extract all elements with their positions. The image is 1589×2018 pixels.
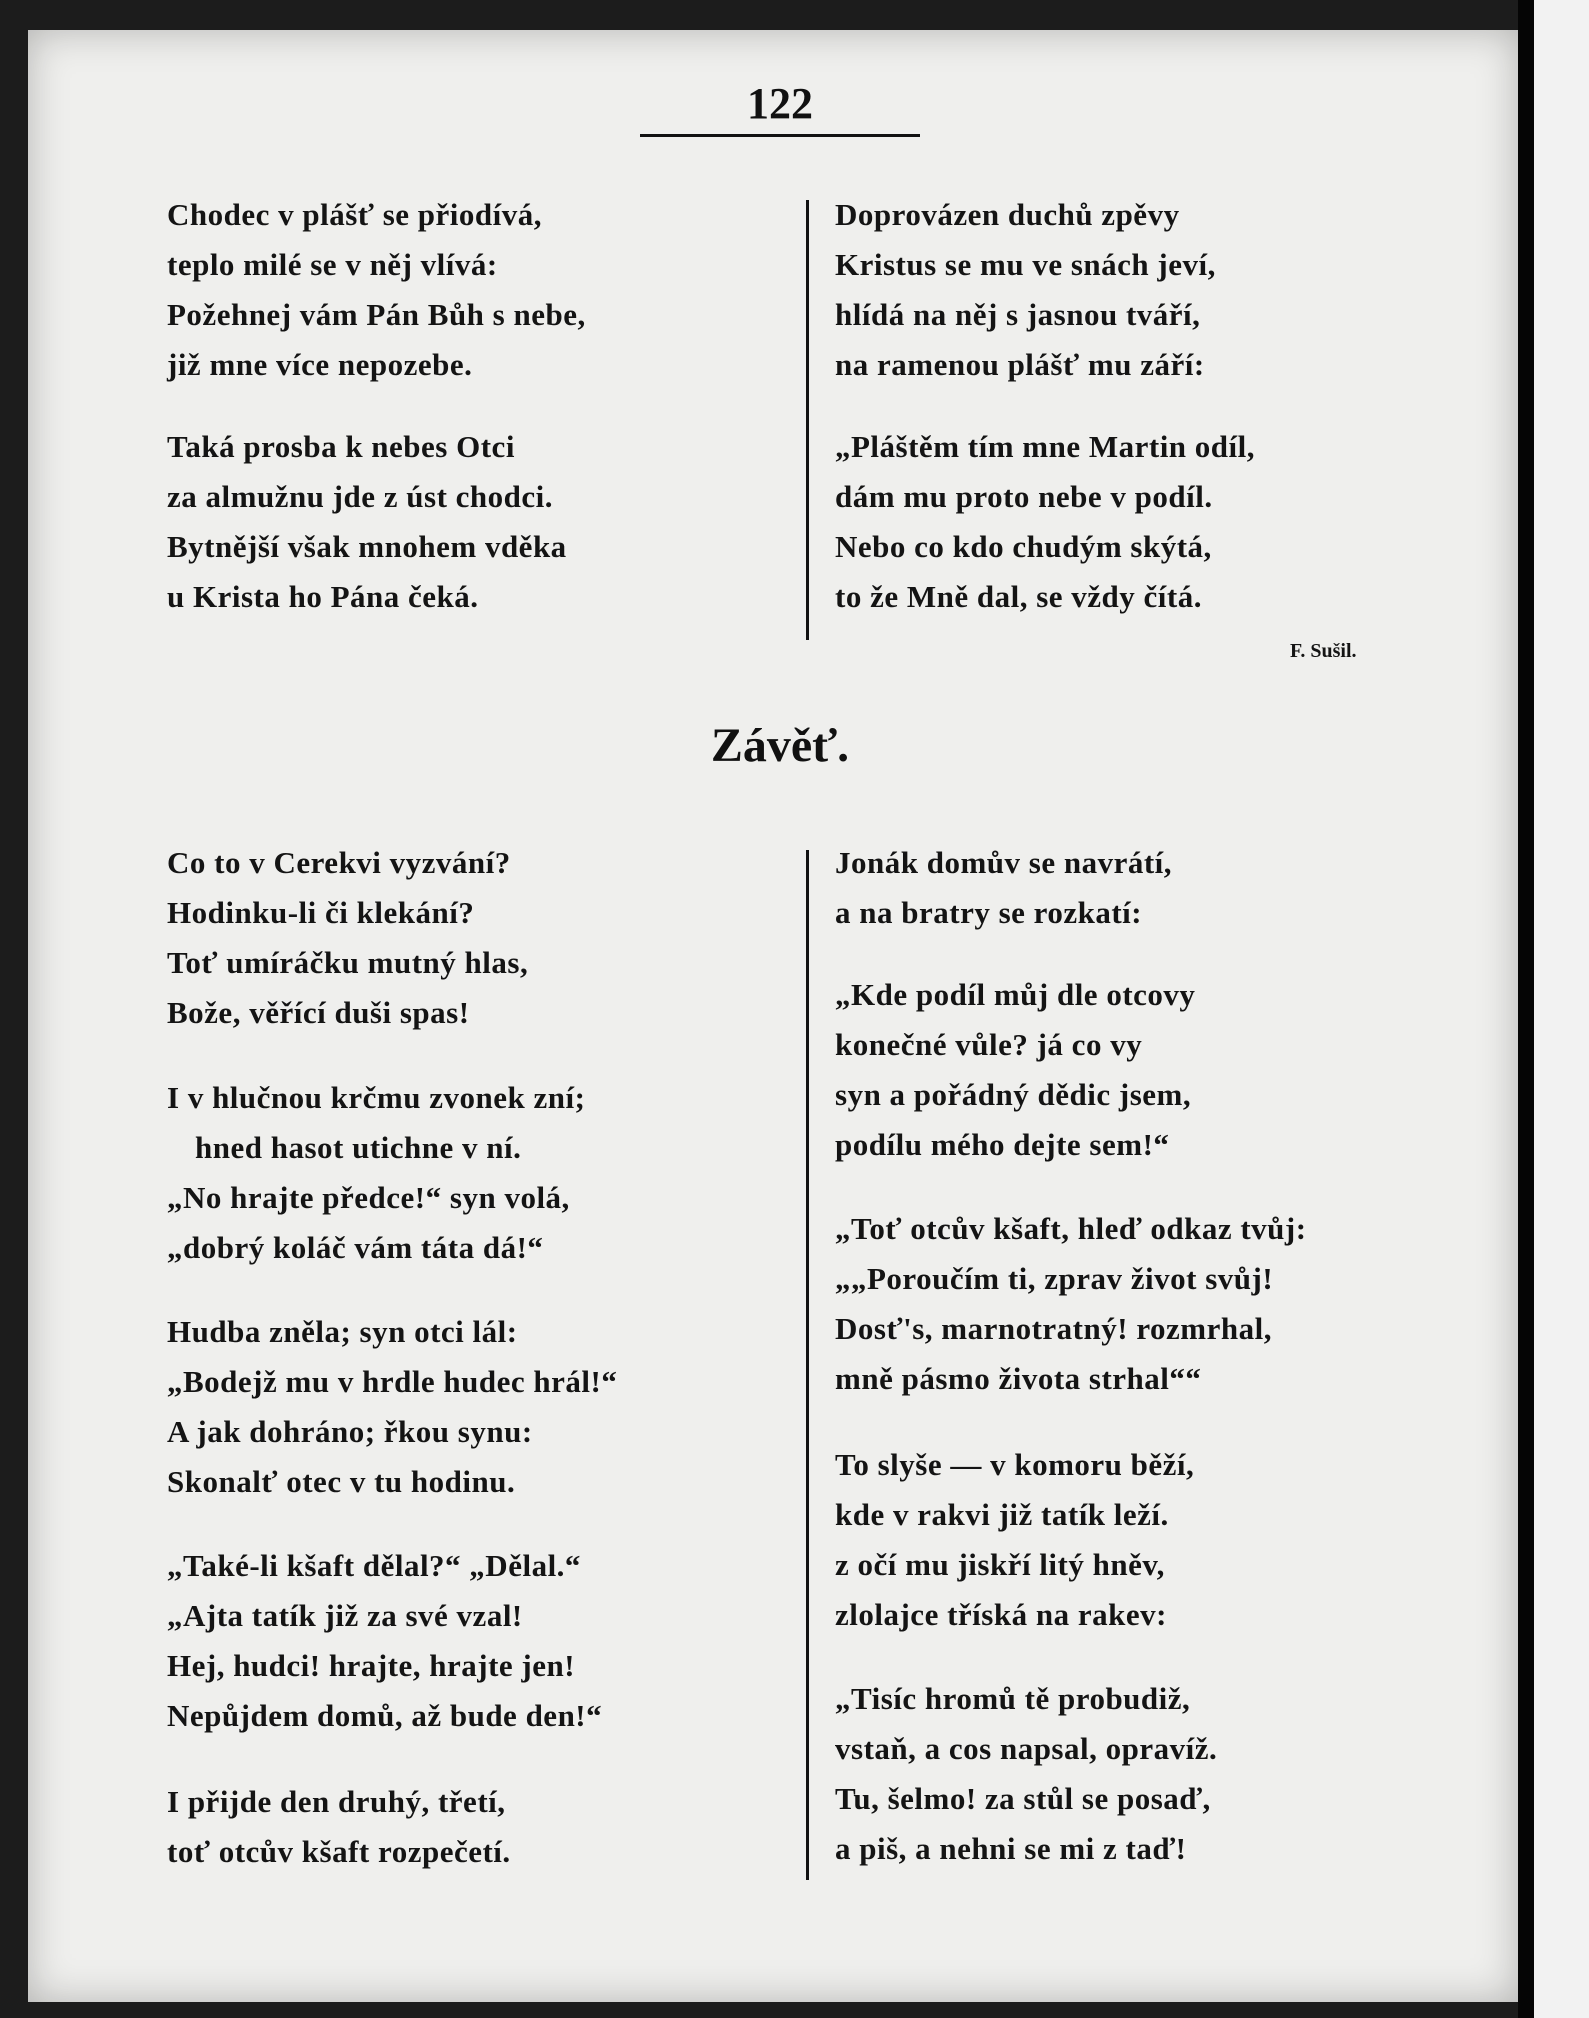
stanza <box>167 190 586 390</box>
verse-line: vstaň, a cos napsal, opravíž. <box>835 1731 1218 1766</box>
verse-line: Hej, hudci! hrajte, hrajte jen! <box>167 1648 576 1683</box>
verse-line: Kristus se mu ve snách jeví, <box>835 247 1216 282</box>
stanza <box>167 1777 511 1877</box>
verse-line: zlolajce tříská na rakev: <box>835 1597 1167 1632</box>
verse-line: kde v rakvi již tatík leží. <box>835 1497 1169 1532</box>
verse-line: Jonák domův se navrátí, <box>835 845 1173 880</box>
verse-line: na ramenou plášť mu září: <box>835 347 1205 382</box>
verse-line: „Tisíc hromů tě probudiž, <box>835 1681 1191 1716</box>
stanza <box>835 422 1255 622</box>
verse-line: a piš, a nehni se mi z taď! <box>835 1831 1187 1866</box>
verse-line: Tu, šelmo! za stůl se posaď, <box>835 1781 1211 1816</box>
verse-line: z očí mu jiskří litý hněv, <box>835 1547 1165 1582</box>
verse-line: To slyše — v komoru běží, <box>835 1447 1195 1482</box>
verse-line: Doprovázen duchů zpěvy <box>835 197 1180 232</box>
binding-edge <box>1518 0 1534 2018</box>
verse-line: Požehnej vám Pán Bůh s nebe, <box>167 297 586 332</box>
verse-line: konečné vůle? já co vy <box>835 1027 1143 1062</box>
verse-line: teplo milé se v něj vlívá: <box>167 247 498 282</box>
column-divider <box>806 850 809 1880</box>
verse-line: za almužnu jde z úst chodci. <box>167 479 553 514</box>
verse-line: Hodinku-li či klekání? <box>167 895 475 930</box>
page-number: 122 <box>747 79 813 128</box>
verse-line: „„Poroučím ti, zprav život svůj! <box>835 1261 1274 1296</box>
stanza <box>835 838 1172 938</box>
column-divider <box>806 200 809 640</box>
verse-line: A jak dohráno; řkou synu: <box>167 1414 533 1449</box>
verse-line: „Bodejž mu v hrdle hudec hrál!“ <box>167 1364 618 1399</box>
stanza <box>835 1674 1217 1874</box>
verse-line: „No hrajte předce!“ syn volá, <box>167 1180 570 1215</box>
verse-line: již mne více nepozebe. <box>167 347 473 382</box>
verse-line: „Toť otcův kšaft, hleď odkaz tvůj: <box>835 1211 1307 1246</box>
stanza <box>835 190 1216 390</box>
verse-line: Chodec v plášť se přiodívá, <box>167 197 542 232</box>
verse-line: Bytnější však mnohem vděka <box>167 529 567 564</box>
verse-line: „Pláštěm tím mne Martin odíl, <box>835 429 1256 464</box>
verse-line: „Také-li kšaft dělal?“ „Dělal.“ <box>167 1548 581 1583</box>
next-page-edge <box>1534 0 1589 2018</box>
stanza <box>167 838 528 1038</box>
author-signature: F. Sušil. <box>1290 640 1357 662</box>
page-number-rule <box>640 134 920 137</box>
poem-title: Závěť. <box>710 719 850 772</box>
stanza <box>835 1440 1194 1640</box>
verse-line: Taká prosba k nebes Otci <box>167 429 515 464</box>
verse-line: I přijde den druhý, třetí, <box>167 1784 506 1819</box>
verse-line: Toť umíráčku mutný hlas, <box>167 945 529 980</box>
verse-line: dám mu proto nebe v podíl. <box>835 479 1213 514</box>
verse-line: hlídá na něj s jasnou tváří, <box>835 297 1201 332</box>
verse-line: Nebo co kdo chudým skýtá, <box>835 529 1212 564</box>
verse-line: Nepůjdem domů, až bude den!“ <box>167 1698 603 1733</box>
verse-line: podílu mého dejte sem!“ <box>835 1127 1170 1162</box>
stanza <box>167 1073 585 1273</box>
verse-line: „dobrý koláč vám táta dá!“ <box>167 1230 544 1265</box>
verse-line: to že Mně dal, se vždy čítá. <box>835 579 1202 614</box>
verse-line: Dosť's, marnotratný! rozmrhal, <box>835 1311 1272 1346</box>
verse-line: hned hasot utichne v ní. <box>195 1130 522 1165</box>
verse-line: u Krista ho Pána čeká. <box>167 579 479 614</box>
stanza <box>167 1307 617 1507</box>
verse-line: Co to v Cerekvi vyzvání? <box>167 845 511 880</box>
stanza <box>167 1541 602 1741</box>
verse-line: syn a pořádný dědic jsem, <box>835 1077 1192 1112</box>
verse-line: Bože, věřící duši spas! <box>167 995 470 1030</box>
verse-line: Skonalť otec v tu hodinu. <box>167 1464 516 1499</box>
verse-line: „Ajta tatík již za své vzal! <box>167 1598 523 1633</box>
verse-line: mně pásmo života strhal““ <box>835 1361 1202 1396</box>
verse-line: toť otcův kšaft rozpečetí. <box>167 1834 511 1869</box>
verse-line: Hudba zněla; syn otci lál: <box>167 1314 518 1349</box>
stanza <box>835 1204 1307 1404</box>
stanza <box>835 970 1195 1170</box>
stanza <box>167 422 567 622</box>
verse-line: I v hlučnou krčmu zvonek zní; <box>167 1080 586 1115</box>
verse-line: „Kde podíl můj dle otcovy <box>835 977 1196 1012</box>
verse-line: a na bratry se rozkatí: <box>835 895 1143 930</box>
